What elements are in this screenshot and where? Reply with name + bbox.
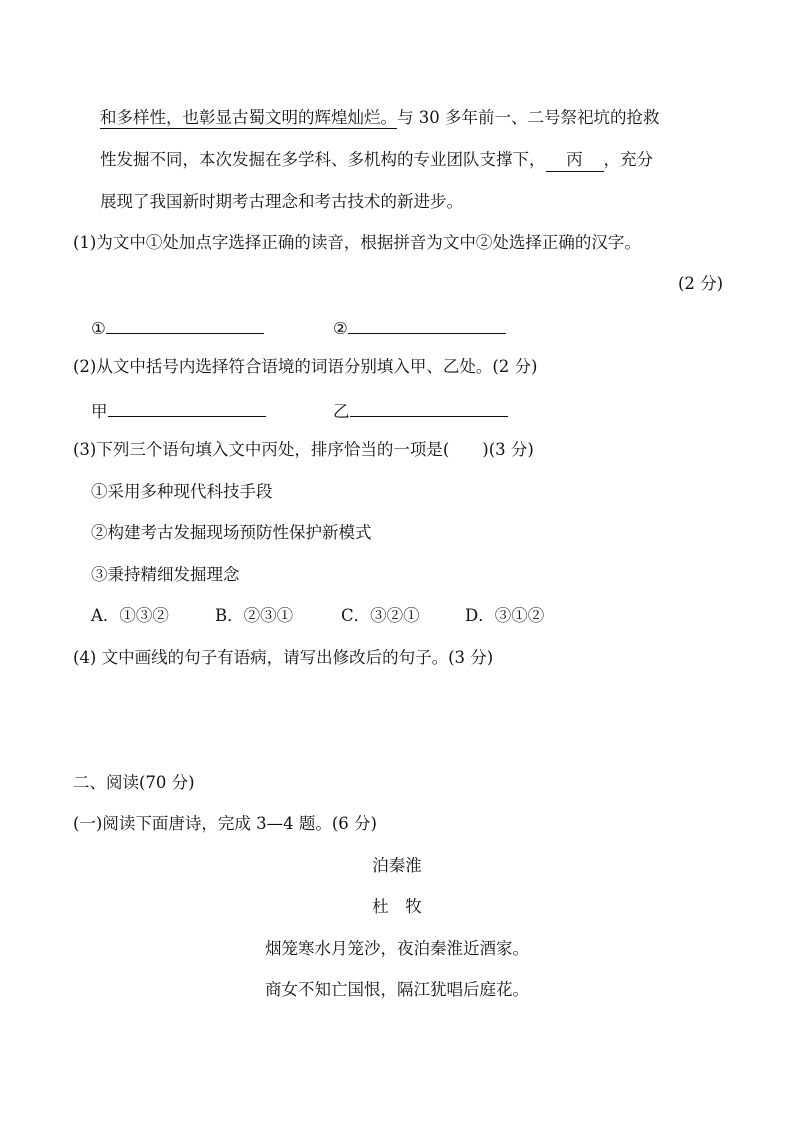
q3-item-1: ①采用多种现代科技手段: [91, 482, 273, 501]
q2-answer-2-blank[interactable]: [350, 398, 508, 417]
q2-answer-1-label: 甲: [91, 402, 108, 421]
question-1-score: (2 分): [678, 274, 724, 293]
option-d[interactable]: D．③①②: [465, 606, 545, 625]
blank-bing: 丙: [546, 149, 604, 172]
poem-title: 泊秦淮: [372, 856, 422, 875]
q1-answer-2-blank[interactable]: [348, 315, 506, 334]
passage-line-1: [100, 107, 660, 129]
q1-answer-2: [333, 315, 506, 340]
q1-answer-1-label: ①: [91, 319, 106, 338]
question-2: (2)从文中括号内选择符合语境的词语分别填入甲、乙处。(2 分): [73, 357, 538, 376]
q3-item-2: ②构建考古发掘现场预防性保护新模式: [91, 523, 372, 542]
q1-answer-1: [91, 315, 264, 340]
poem-author: 杜 牧: [372, 897, 422, 916]
option-c[interactable]: C．③②①: [341, 606, 420, 625]
q2-answer-1: [91, 398, 266, 423]
passage-line-2: [100, 149, 653, 172]
q1-answer-1-blank[interactable]: [106, 315, 264, 334]
poem-line-2: 商女不知亡国恨，隔江犹唱后庭花。: [265, 980, 529, 999]
passage-line-1-rest: 与 30 多年前一、二号祭祀坑的抢救: [397, 108, 660, 127]
question-4: (4) 文中画线的句子有语病，请写出修改后的句子。(3 分): [73, 648, 494, 667]
q2-answer-2: [333, 398, 508, 423]
section-heading: 二、阅读(70 分): [73, 773, 195, 792]
question-1: (1)为文中①处加点字选择正确的读音，根据拼音为文中②处选择正确的汉字。: [73, 233, 641, 252]
underlined-sentence: 和多样性，也彰显古蜀文明的辉煌灿烂。: [100, 108, 397, 127]
q2-answer-1-blank[interactable]: [108, 398, 266, 417]
passage-line-2-after: ，充分: [603, 150, 653, 169]
poem-line-1: 烟笼寒水月笼沙，夜泊秦淮近酒家。: [265, 939, 529, 958]
q2-answer-2-label: 乙: [333, 402, 350, 421]
q3-item-3: ③秉持精细发掘理念: [91, 565, 240, 584]
q3-options: [91, 605, 544, 627]
question-3: (3)下列三个语句填入文中丙处，排序恰当的一项是( )(3 分): [73, 440, 534, 459]
passage-line-3: 展现了我国新时期考古理念和考古技术的新进步。: [100, 192, 463, 211]
passage-line-2-before: 性发掘不同，本次发掘在多学科、多机构的专业团队支撑下，: [100, 150, 546, 169]
option-b[interactable]: B．②③①: [215, 606, 294, 625]
option-a[interactable]: A．①③②: [91, 606, 169, 625]
section-instruction: (一)阅读下面唐诗，完成 3—4 题。(6 分): [73, 814, 377, 833]
q1-answer-2-label: ②: [333, 319, 348, 338]
